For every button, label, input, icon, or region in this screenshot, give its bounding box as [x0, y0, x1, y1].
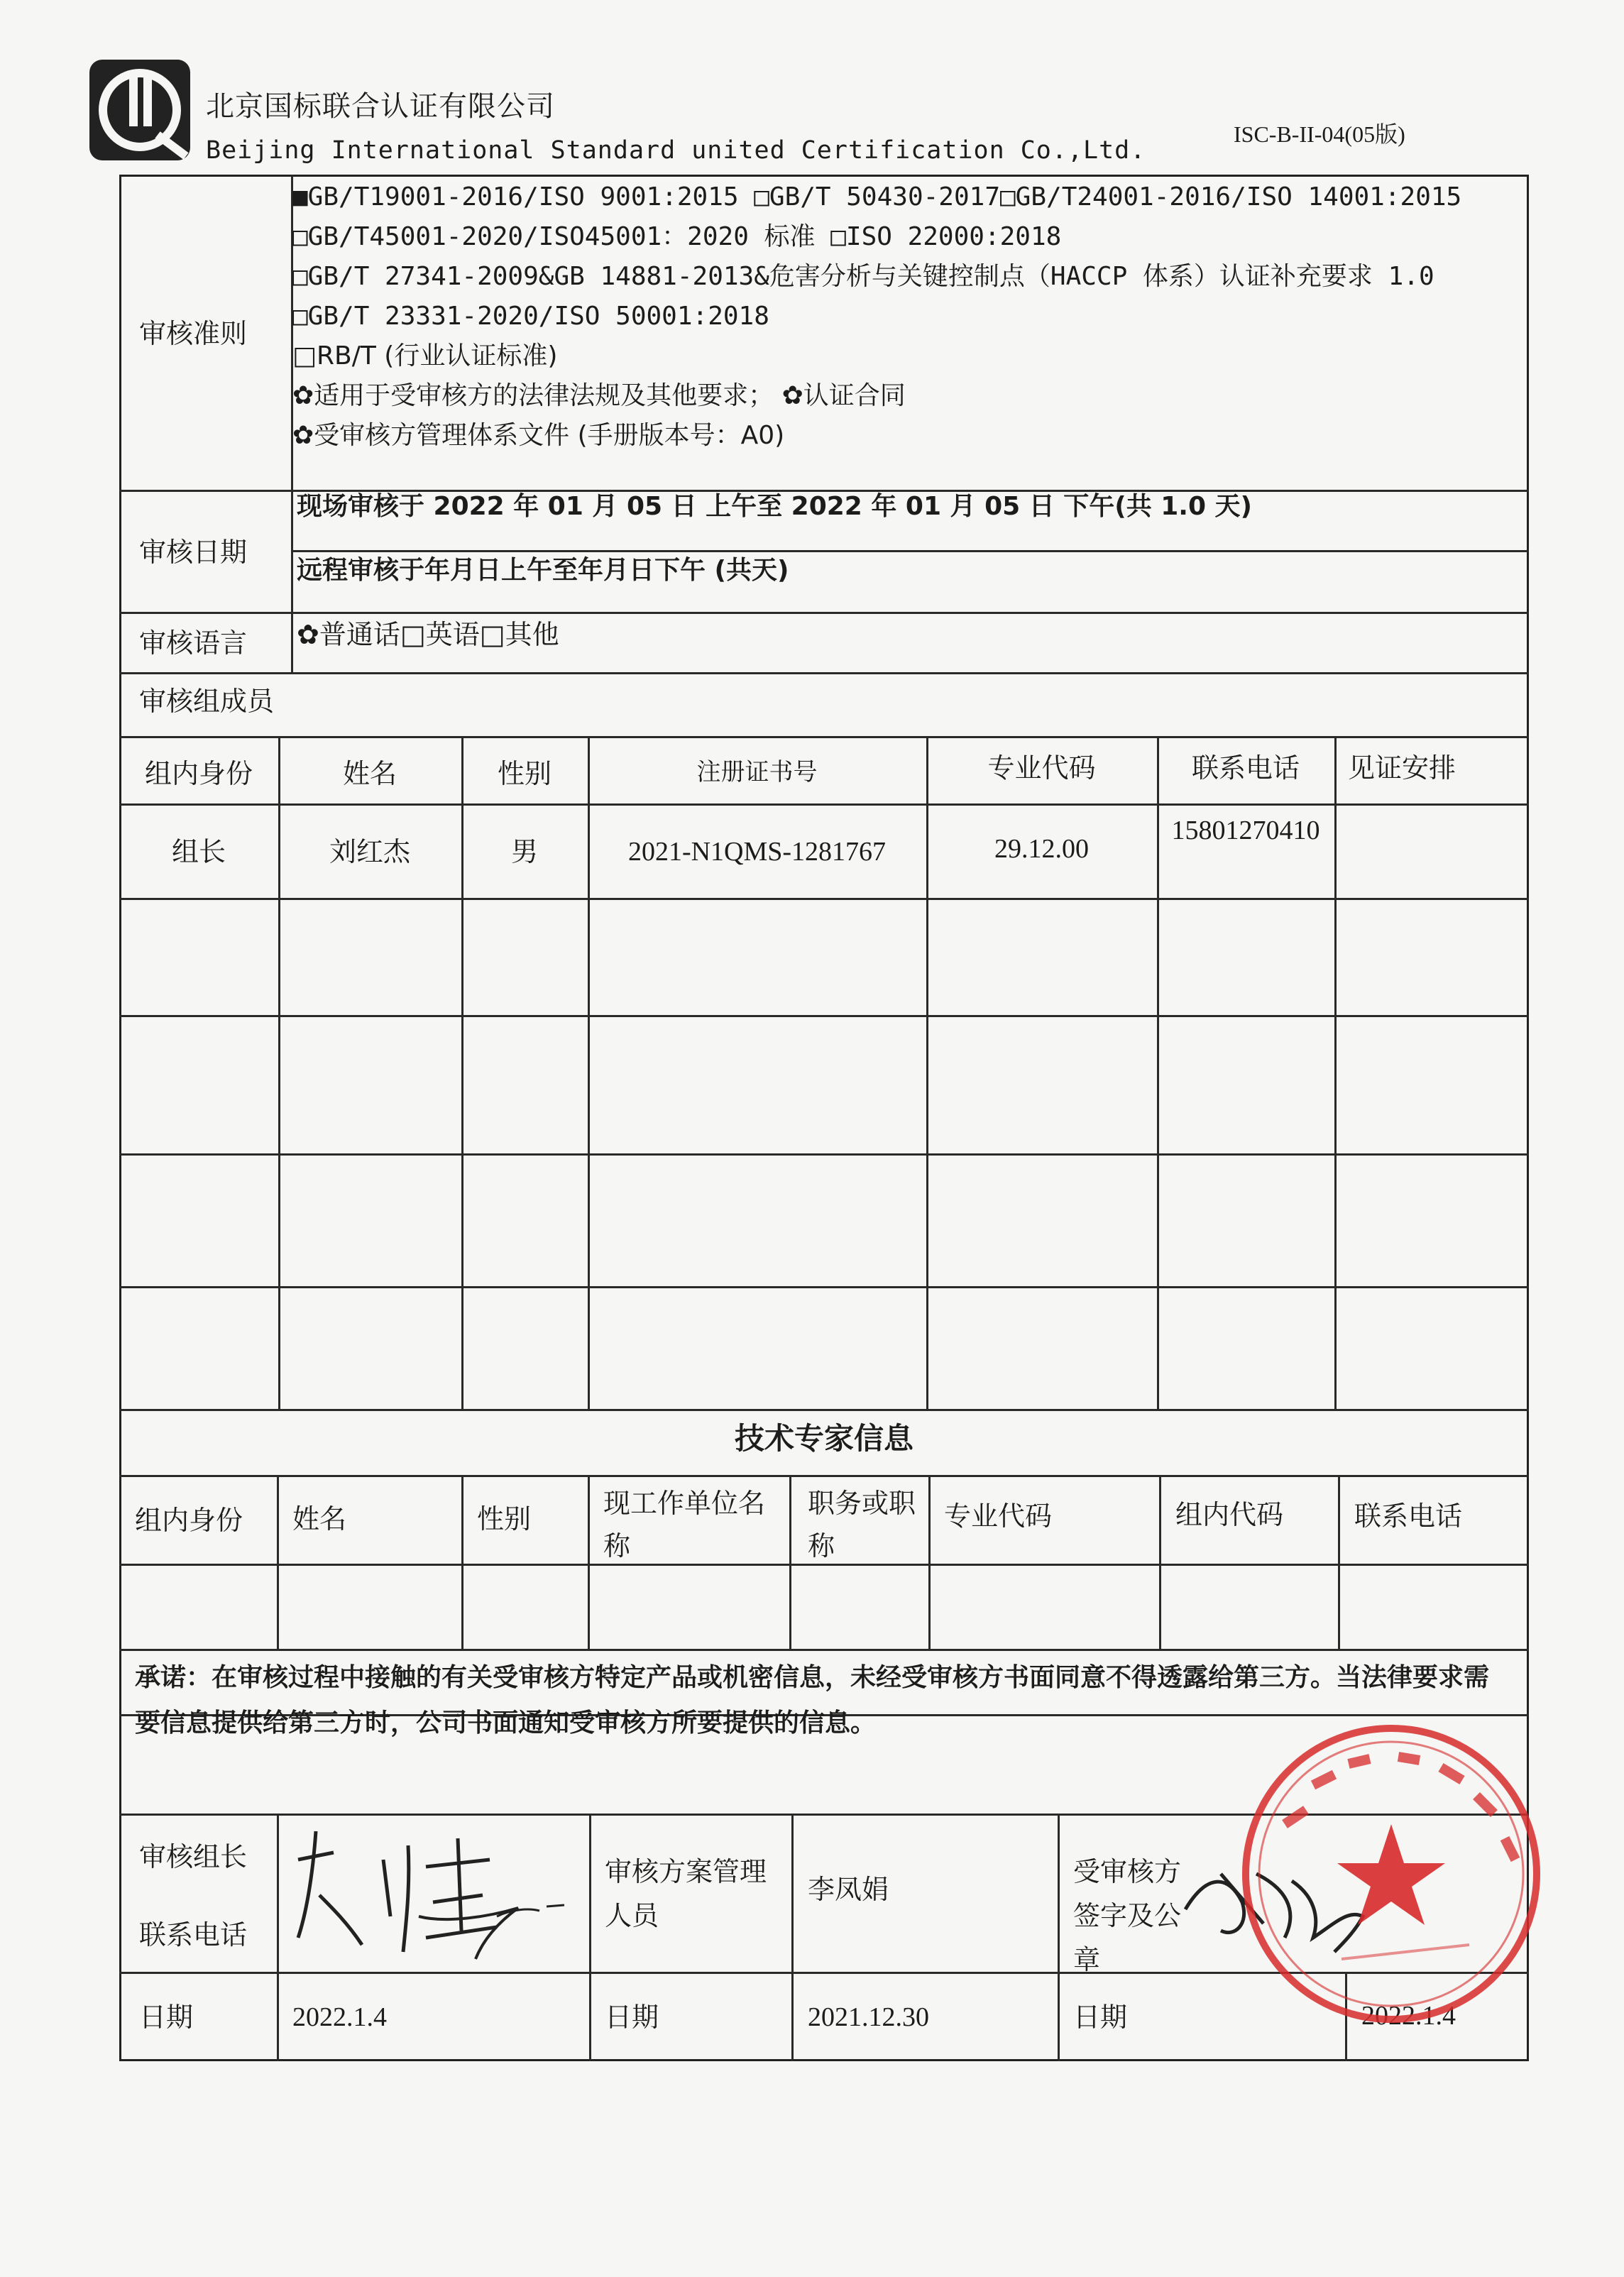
team-header-witness: 见证安排 — [1347, 752, 1456, 784]
auditee-label: 受审核方签字及公章 — [1073, 1856, 1182, 1975]
team-header-cert: 注册证书号 — [696, 758, 818, 786]
leader-label: 审核组长 — [139, 1841, 248, 1872]
leader-date: 2022.1.4 — [292, 2002, 387, 2032]
criteria-line: □RB/T (行业认证标准) — [292, 341, 558, 371]
expert-header-employer: 现工作单位名称 — [603, 1488, 766, 1562]
criteria-line: □GB/T45001-2020/ISO45001：2020 标准 □ISO 22000:2018 — [292, 222, 1062, 251]
criteria-list — [292, 177, 1461, 456]
expert-header-code: 专业代码 — [944, 1500, 1053, 1532]
team-header-gender: 性别 — [497, 758, 552, 789]
team-label: 审核组成员 — [139, 686, 275, 717]
expert-header-phone: 联系电话 — [1354, 1500, 1463, 1532]
criteria-line: ✿适用于受审核方的法律法规及其他要求； ✿认证合同 — [292, 381, 906, 410]
expert-header-gender: 性别 — [477, 1503, 532, 1535]
criteria-label: 审核准则 — [139, 318, 248, 349]
team-row-code: 29.12.00 — [994, 834, 1089, 864]
company-name-cn: 北京国标联合认证有限公司 — [206, 90, 555, 123]
criteria-line: ✿受审核方管理体系文件 (手册版本号：A0) — [292, 421, 785, 450]
audit-date-label: 审核日期 — [139, 537, 248, 568]
team-header-name: 姓名 — [342, 758, 397, 789]
auditee-date: 2022.1.4 — [1361, 2001, 1456, 2031]
planner-date: 2021.12.30 — [808, 2002, 929, 2032]
criteria-line: ■GB/T19001-2016/ISO 9001:2015 □GB/T 50430-2017□GB/T24001-2016/ISO 14001:2015 — [292, 182, 1462, 212]
expert-header-role: 组内身份 — [135, 1505, 243, 1536]
planner-name: 李凤娟 — [808, 1874, 889, 1905]
planner-date-label: 日期 — [605, 2002, 659, 2033]
team-row-gender: 男 — [510, 836, 538, 867]
auditee-date-label: 日期 — [1073, 2002, 1128, 2033]
leader-signature — [284, 1817, 582, 1966]
planner-label: 审核方案管理人员 — [605, 1856, 767, 1931]
remote-audit-date: 远程审核于年月日上午至年月日下午 (共天) — [297, 556, 789, 585]
expert-header-title: 职务或职称 — [808, 1488, 916, 1562]
team-row-role: 组长 — [171, 836, 226, 867]
expert-header-name: 姓名 — [292, 1503, 347, 1535]
company-name-en: Beijing International Standard united Certification Co.,Ltd. — [206, 136, 1146, 165]
team-header-role: 组内身份 — [144, 758, 253, 789]
language-label: 审核语言 — [139, 627, 248, 659]
company-logo — [87, 57, 193, 163]
team-row-phone: 15801270410 — [1171, 816, 1320, 845]
experts-title: 技术专家信息 — [734, 1421, 914, 1456]
criteria-line: □GB/T 27341-2009&GB 14881-2013&危害分析与关键控制点（HACCP 体系）认证补充要求 1.0 — [292, 262, 1434, 291]
commitment-text: 承诺：在审核过程中接触的有关受审核方特定产品或机密信息，未经受审核方书面同意不得透露给第三方。当法律要求需要信息提供给第三方时，公司书面通知受审核方所要提供的信息。 — [135, 1663, 1490, 1738]
form-code: ISC-B-II-04(05版) — [1234, 121, 1405, 147]
onsite-audit-date: 现场审核于 2022 年 01 月 05 日 上午至 2022 年 01 月 05 日 下午(共 1.0 天) — [297, 492, 1252, 521]
team-header-code: 专业代码 — [987, 752, 1096, 784]
team-row-cert: 2021-N1QMS-1281767 — [627, 837, 887, 867]
language-value: ✿普通话□英语□其他 — [297, 619, 559, 650]
team-header-phone: 联系电话 — [1191, 752, 1300, 784]
expert-header-group-code: 组内代码 — [1175, 1499, 1284, 1530]
company-seal — [1235, 1718, 1547, 2030]
criteria-line: □GB/T 23331-2020/ISO 50001:2018 — [292, 302, 769, 331]
leader-date-label: 日期 — [139, 2002, 194, 2033]
team-row-name: 刘红杰 — [329, 836, 410, 867]
leader-phone-label: 联系电话 — [139, 1919, 248, 1950]
